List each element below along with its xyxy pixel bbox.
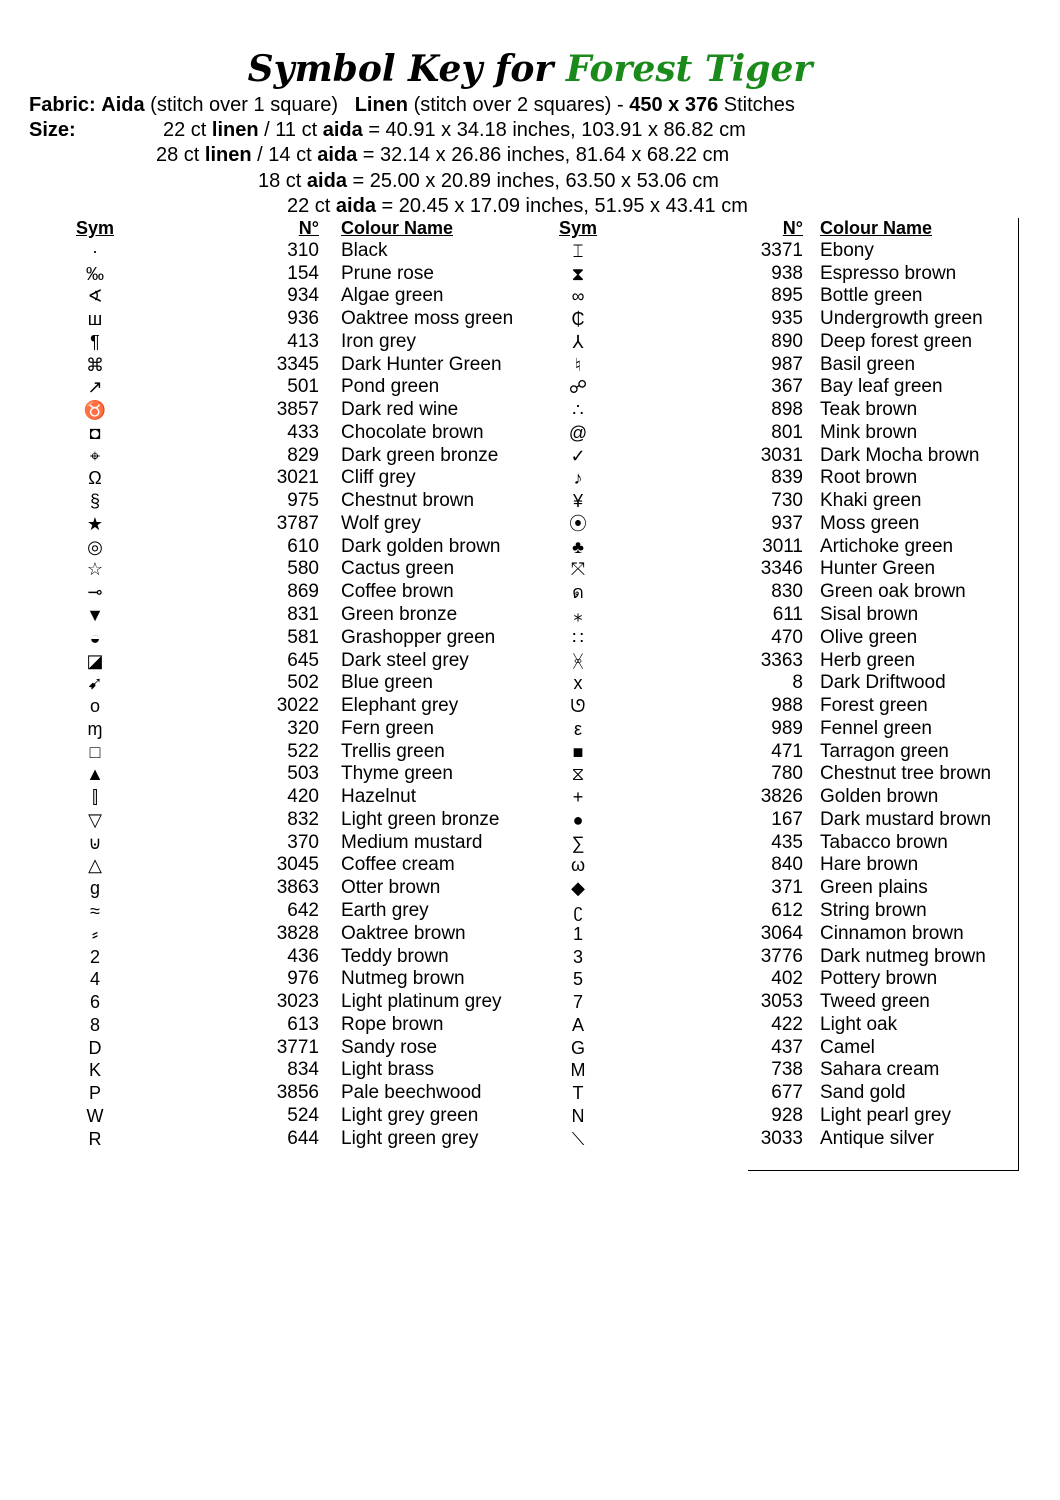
number-cell: 834 [287, 1059, 319, 1081]
number-cell: 935 [771, 308, 803, 330]
colour-name-cell: Deep forest green [820, 330, 973, 352]
number-cell: 3857 [276, 399, 319, 421]
number-cell: 801 [771, 421, 803, 443]
size-1-dims: = 40.91 x 34.18 inches, 103.91 x 86.82 cm [368, 119, 746, 141]
number-cell: 3346 [760, 558, 803, 580]
symbol-cell: ▼ [86, 605, 104, 626]
colour-name-cell: Hare brown [820, 854, 919, 876]
colour-name-cell: Dark nutmeg brown [820, 945, 986, 967]
symbol-cell: W [86, 1105, 104, 1126]
colour-name-cell: Dark Hunter Green [341, 353, 502, 375]
colour-name-cell: String brown [820, 899, 927, 921]
colour-name-cell: Khaki green [820, 490, 922, 512]
page-title [0, 44, 1060, 94]
symbol-cell: ш [87, 309, 103, 330]
symbol-cell: x [573, 673, 583, 694]
symbol-cell: o [89, 696, 100, 717]
symbol-cell: 3 [572, 946, 583, 967]
number-cell: 3828 [276, 922, 319, 944]
size-1-ct: 22 ct [163, 119, 207, 141]
colour-name-cell: Fern green [341, 717, 434, 739]
colour-name-cell: Teak brown [820, 399, 918, 421]
colour-name-cell: Chestnut brown [341, 490, 475, 512]
size-2-dims: = 32.14 x 26.86 inches, 81.64 x 68.22 cm [362, 144, 730, 166]
number-cell: 524 [287, 1104, 319, 1126]
colour-name-cell: Trellis green [341, 740, 445, 762]
symbol-cell: ⊍ [88, 832, 102, 853]
symbol-cell: ¶ [90, 331, 100, 352]
number-cell: 3011 [762, 535, 803, 557]
colour-name-cell: Green bronze [341, 604, 458, 626]
number-cell: 413 [287, 330, 319, 352]
colour-name-cell: Dark red wine [341, 399, 459, 421]
symbol-cell: ด [572, 582, 584, 603]
symbol-cell: ♮ [574, 354, 582, 375]
stitch-label: Stitches [723, 94, 795, 116]
size-line-4 [287, 194, 748, 218]
colour-name-cell: Espresso brown [820, 262, 957, 284]
symbol-cell: ⧗ [571, 263, 585, 284]
number-cell: 522 [287, 740, 319, 762]
symbol-cell: ◆ [571, 878, 585, 899]
symbol-cell: ◒ [89, 627, 101, 648]
number-cell: 937 [771, 512, 803, 534]
header-sym: Sym [558, 218, 598, 238]
colour-name-cell: Bottle green [820, 285, 923, 307]
symbol-cell: ‰ [86, 263, 104, 284]
symbol-cell: R [88, 1128, 102, 1149]
number-cell: 420 [287, 786, 319, 808]
colour-name-cell: Light brass [341, 1059, 434, 1081]
number-cell: 831 [287, 604, 319, 626]
colour-name-cell: Earth grey [341, 899, 429, 921]
number-cell: 938 [771, 262, 803, 284]
size-1-aida: aida [322, 119, 363, 141]
number-cell: 642 [287, 899, 319, 921]
symbol-cell: ₵ [571, 309, 585, 330]
colour-name-cell: Pond green [341, 376, 440, 398]
size-line-3 [258, 169, 719, 193]
colour-name-cell: Tabacco brown [820, 831, 948, 853]
colour-name-cell: Green oak brown [820, 581, 966, 603]
symbol-cell: ∢ [87, 286, 103, 307]
fabric-line [29, 93, 795, 117]
symbol-cell: ♪ [573, 468, 583, 489]
symbol-cell: ◪ [86, 650, 104, 671]
number-cell: 370 [287, 831, 319, 853]
colour-name-cell: Dark mustard brown [820, 808, 992, 830]
number-cell: 3776 [760, 945, 803, 967]
fabric-aida-note: (stitch over 1 square) [150, 94, 339, 116]
colour-name-cell: Algae green [341, 285, 444, 307]
symbol-cell: ▽ [88, 809, 102, 830]
symbol-cell: ⊸ [87, 582, 103, 603]
colour-name-cell: Teddy brown [341, 945, 449, 967]
number-cell: 840 [771, 854, 803, 876]
symbol-cell: A [571, 1014, 584, 1035]
symbol-cell: ⤧ [570, 559, 586, 580]
colour-name-cell: Light pearl grey [820, 1104, 951, 1126]
table-border-right [1018, 218, 1019, 1170]
number-cell: 435 [771, 831, 803, 853]
colour-name-cell: Undergrowth green [820, 308, 983, 330]
number-cell: 402 [771, 968, 803, 990]
number-cell: 869 [287, 581, 319, 603]
number-cell: 3787 [276, 512, 319, 534]
colour-name-cell: Fennel green [820, 717, 932, 739]
number-cell: 936 [287, 308, 319, 330]
colour-name-cell: Cactus green [341, 558, 455, 580]
symbol-cell: T [572, 1083, 584, 1104]
colour-name-cell: Olive green [820, 626, 918, 648]
colour-name-cell: Light green grey [341, 1127, 479, 1149]
number-cell: 928 [771, 1104, 803, 1126]
number-cell: 437 [771, 1036, 803, 1058]
symbol-cell: G [570, 1037, 585, 1058]
fabric-linen: Linen [354, 94, 409, 116]
symbol-cell: ⟍ [571, 1128, 585, 1149]
symbol-cell: ◎ [87, 536, 103, 557]
number-cell: 3856 [276, 1082, 319, 1104]
symbol-cell: ♉ [83, 400, 107, 421]
header-num: N° [782, 218, 803, 238]
symbol-cell: P [88, 1083, 101, 1104]
number-cell: 503 [287, 763, 319, 785]
colour-name-cell: Prune rose [341, 262, 434, 284]
fabric-aida: Aida [101, 94, 145, 116]
number-cell: 3064 [760, 922, 803, 944]
symbol-cell: ⁎ [573, 605, 583, 626]
number-cell: 3053 [760, 991, 803, 1013]
number-cell: 8 [792, 672, 803, 694]
symbol-cell: 8 [89, 1014, 100, 1035]
symbol-cell: · [92, 240, 98, 261]
colour-name-cell: Dark green bronze [341, 444, 499, 466]
number-cell: 3371 [760, 239, 803, 261]
number-cell: 320 [287, 717, 319, 739]
number-cell: 167 [771, 808, 803, 830]
number-cell: 730 [771, 490, 803, 512]
table-border-bottom [748, 1170, 1019, 1171]
number-cell: 738 [771, 1059, 803, 1081]
number-cell: 780 [771, 763, 803, 785]
symbol-cell: 6 [89, 992, 100, 1013]
symbol-cell: ¥ [572, 491, 583, 512]
symbol-cell: ☆ [86, 559, 104, 580]
colour-name-cell: Medium mustard [341, 831, 483, 853]
colour-name-cell: Sahara cream [820, 1059, 940, 1081]
symbol-cell: ➹ [87, 673, 103, 694]
number-cell: 3826 [760, 786, 803, 808]
number-cell: 3771 [276, 1036, 319, 1058]
colour-name-cell: Wolf grey [341, 512, 421, 534]
colour-name-cell: Grashopper green [341, 626, 496, 648]
colour-name-cell: Cliff grey [341, 467, 416, 489]
number-cell: 501 [287, 376, 319, 398]
number-cell: 829 [287, 444, 319, 466]
number-cell: 644 [287, 1127, 319, 1149]
size-line-2 [156, 143, 729, 167]
number-cell: 839 [771, 467, 803, 489]
symbol-cell: 4 [89, 969, 100, 990]
fabric-label: Fabric: [29, 94, 96, 116]
number-cell: 471 [771, 740, 803, 762]
symbol-cell: ♣ [572, 536, 584, 557]
symbol-cell: ☍ [568, 377, 588, 398]
symbol-cell: 7 [572, 992, 583, 1013]
colour-name-cell: Dark Driftwood [820, 672, 946, 694]
colour-name-cell: Pottery brown [820, 968, 938, 990]
colour-name-cell: Sand gold [820, 1082, 906, 1104]
colour-name-cell: Elephant grey [341, 695, 459, 717]
number-cell: 989 [771, 717, 803, 739]
colour-name-cell: Pale beechwood [341, 1082, 482, 1104]
number-cell: 613 [287, 1013, 319, 1035]
colour-name-cell: Camel [820, 1036, 875, 1058]
number-cell: 470 [771, 626, 803, 648]
colour-name-cell: Blue green [341, 672, 433, 694]
size-4-ct: 22 ct [287, 195, 331, 217]
size-3-ct: 18 ct [258, 170, 302, 192]
size-1-linen: linen [211, 119, 259, 141]
symbol-cell: + [572, 787, 584, 808]
colour-name-cell: Golden brown [820, 786, 939, 808]
size-2-ct: 28 ct [156, 144, 200, 166]
header-name: Colour Name [341, 218, 454, 238]
symbol-cell: ∴ [572, 400, 584, 421]
title-prefix: Symbol Key for [247, 48, 554, 90]
fabric-linen-note: (stitch over 2 squares) - [413, 94, 624, 116]
symbol-cell: ⌘ [86, 354, 104, 375]
colour-name-cell: Chocolate brown [341, 421, 484, 443]
colour-name-cell: Sandy rose [341, 1036, 438, 1058]
number-cell: 612 [771, 899, 803, 921]
colour-name-cell: Oaktree brown [341, 922, 466, 944]
symbol-cell: ω [570, 855, 586, 876]
size-1-ct2: / 11 ct [264, 119, 318, 141]
header-name: Colour Name [820, 218, 933, 238]
symbol-cell: ∷ [572, 627, 584, 648]
number-cell: 898 [771, 399, 803, 421]
symbol-cell: ≈ [90, 900, 100, 921]
symbol-cell: D [88, 1037, 102, 1058]
size-2-linen: linen [204, 144, 252, 166]
colour-name-cell: Dark golden brown [341, 535, 501, 557]
symbol-cell: ⦿ [569, 513, 587, 534]
number-cell: 934 [287, 285, 319, 307]
colour-name-cell: Sisal brown [820, 604, 919, 626]
symbol-cell: ↗ [87, 377, 103, 398]
size-2-ct2: / 14 ct [257, 144, 312, 166]
symbol-cell: N [571, 1105, 585, 1126]
colour-name-cell: Dark steel grey [341, 649, 469, 671]
colour-name-cell: Chestnut tree brown [820, 763, 992, 785]
symbol-cell: ★ [86, 513, 104, 534]
colour-name-cell: Iron grey [341, 330, 416, 352]
colour-name-cell: Nutmeg brown [341, 968, 465, 990]
number-cell: 367 [771, 376, 803, 398]
size-2-aida: aida [317, 144, 358, 166]
number-cell: 433 [287, 421, 319, 443]
colour-name-cell: Moss green [820, 512, 920, 534]
colour-name-cell: Hunter Green [820, 558, 936, 580]
symbol-cell: Ω [88, 468, 102, 489]
symbol-cell: 5 [572, 969, 583, 990]
colour-name-cell: Otter brown [341, 877, 441, 899]
colour-name-cell: Oaktree moss green [341, 308, 514, 330]
number-cell: 975 [287, 490, 319, 512]
stitch-count: 450 x 376 [629, 94, 719, 116]
size-line-1 [163, 118, 746, 142]
number-cell: 436 [287, 945, 319, 967]
symbol-cell: ■ [572, 741, 584, 762]
symbol-cell: □ [89, 741, 101, 762]
colour-name-cell: Root brown [820, 467, 918, 489]
number-cell: 895 [771, 285, 803, 307]
symbol-cell: @ [568, 422, 588, 443]
number-cell: 677 [771, 1082, 803, 1104]
number-cell: 581 [287, 626, 319, 648]
symbol-cell: ◘ [89, 422, 101, 443]
number-cell: 3021 [276, 467, 319, 489]
colour-name-cell: Cinnamon brown [820, 922, 964, 944]
size-3-aida: aida [306, 170, 347, 192]
colour-name-cell: Light green bronze [341, 808, 500, 830]
number-cell: 502 [287, 672, 319, 694]
colour-name-cell: Rope brown [341, 1013, 444, 1035]
colour-name-cell: Forest green [820, 695, 928, 717]
symbol-cell: § [89, 491, 100, 512]
title-highlight: Forest Tiger [565, 48, 813, 90]
number-cell: 3022 [276, 695, 319, 717]
colour-name-cell: Ebony [820, 239, 874, 261]
symbol-cell: ε [573, 718, 583, 739]
number-cell: 611 [772, 604, 803, 626]
colour-name-cell: Coffee brown [341, 581, 454, 603]
number-cell: 3045 [276, 854, 319, 876]
colour-name-cell: Tarragon green [820, 740, 949, 762]
number-cell: 3031 [760, 444, 803, 466]
number-cell: 988 [771, 695, 803, 717]
number-cell: 154 [287, 262, 319, 284]
number-cell: 3033 [760, 1127, 803, 1149]
symbol-cell: ⧖ [571, 764, 585, 785]
symbol-cell: ⸗ [92, 923, 98, 944]
number-cell: 976 [287, 968, 319, 990]
colour-name-cell: Green plains [820, 877, 928, 899]
colour-name-cell: Antique silver [820, 1127, 935, 1149]
symbol-cell: ᚸ [572, 650, 584, 671]
number-cell: 3363 [760, 649, 803, 671]
header-num: N° [298, 218, 319, 238]
symbol-cell: △ [88, 855, 102, 876]
number-cell: 3023 [276, 991, 319, 1013]
symbol-cell: ∞ [571, 286, 585, 307]
number-cell: 422 [771, 1013, 803, 1035]
number-cell: 830 [771, 581, 803, 603]
colour-name-cell: Light grey green [341, 1104, 479, 1126]
number-cell: 645 [287, 649, 319, 671]
symbol-cell: ɱ [87, 718, 103, 739]
colour-name-cell: Bay leaf green [820, 376, 943, 398]
number-cell: 3863 [276, 877, 319, 899]
size-4-aida: aida [335, 195, 376, 217]
number-cell: 890 [771, 330, 803, 352]
colour-name-cell: Dark Mocha brown [820, 444, 980, 466]
symbol-cell: ∑ [571, 832, 585, 853]
header-sym: Sym [75, 218, 115, 238]
symbol-cell: 2 [89, 946, 100, 967]
symbol-cell: ✓ [570, 445, 586, 466]
symbol-cell: g [89, 878, 100, 899]
size-4-dims: = 20.45 x 17.09 inches, 51.95 x 43.41 cm [381, 195, 748, 217]
number-cell: 310 [287, 239, 319, 261]
symbol-cell: ⌖ [89, 445, 101, 466]
symbol-cell: K [88, 1060, 101, 1081]
colour-name-cell: Artichoke green [820, 535, 954, 557]
symbol-cell: ▲ [86, 764, 104, 785]
size-3-dims: = 25.00 x 20.89 inches, 63.50 x 53.06 cm [352, 170, 719, 192]
colour-name-cell: Light oak [820, 1013, 898, 1035]
symbol-cell: ⌶ [572, 240, 584, 261]
number-cell: 987 [771, 353, 803, 375]
size-label: Size: [29, 119, 76, 141]
colour-name-cell: Thyme green [341, 763, 453, 785]
number-cell: 832 [287, 808, 319, 830]
symbol-cell: ⫿ [92, 787, 98, 808]
symbol-cell: ʗ [573, 900, 583, 921]
number-cell: 610 [287, 535, 319, 557]
colour-name-cell: Herb green [820, 649, 916, 671]
colour-name-cell: Basil green [820, 353, 916, 375]
colour-name-cell: Light platinum grey [341, 991, 502, 1013]
colour-name-cell: Hazelnut [341, 786, 416, 808]
symbol-cell: ᘎ [570, 696, 586, 717]
symbol-cell: M [570, 1060, 586, 1081]
symbol-cell: ⅄ [572, 331, 584, 352]
number-cell: 371 [771, 877, 803, 899]
symbol-cell: 1 [572, 923, 583, 944]
colour-name-cell: Tweed green [820, 991, 930, 1013]
colour-name-cell: Mink brown [820, 421, 918, 443]
colour-name-cell: Coffee cream [341, 854, 455, 876]
number-cell: 3345 [276, 353, 319, 375]
symbol-cell: ● [572, 809, 584, 830]
colour-name-cell: Black [341, 239, 388, 261]
number-cell: 580 [287, 558, 319, 580]
